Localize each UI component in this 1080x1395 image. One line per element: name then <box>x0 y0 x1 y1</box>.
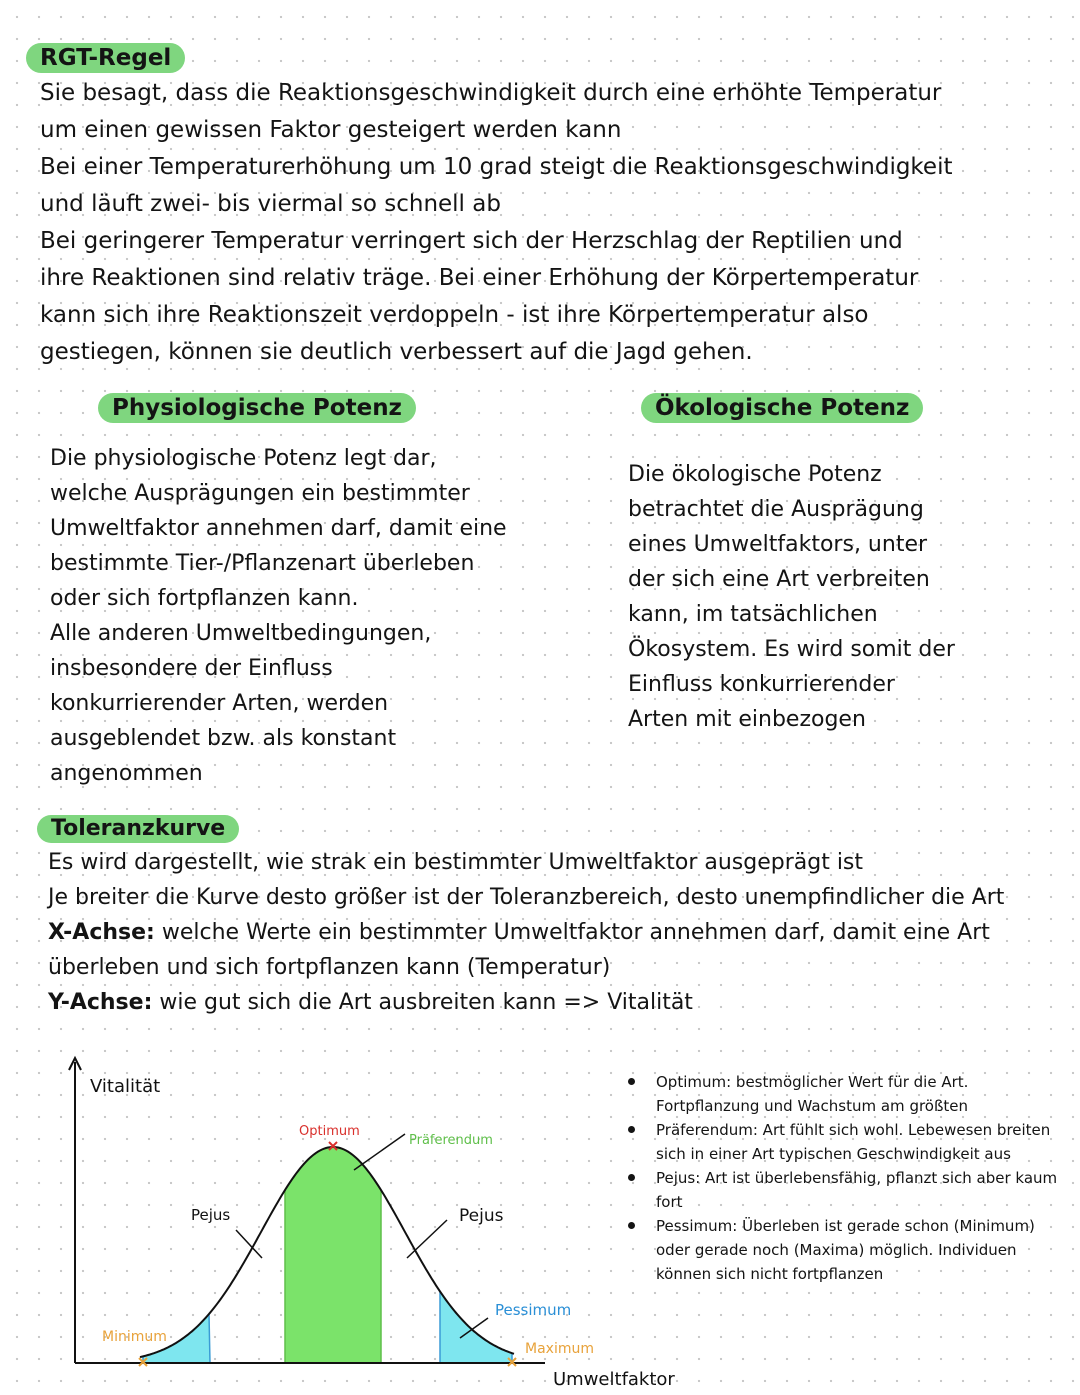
tolerance-line: überleben und sich fortpflanzen kann (Temperatur) <box>48 955 611 980</box>
physiological-line: angenommen <box>50 761 203 786</box>
physiological-line: bestimmte Tier-/Pflanzenart überleben <box>50 551 475 576</box>
praeferendum-pointer <box>354 1134 405 1170</box>
optimum-label: Optimum <box>299 1124 360 1139</box>
physiological-line: konkurrierender Arten, werden <box>50 691 389 716</box>
rgt-line: um einen gewissen Faktor gesteigert werden kann <box>40 117 622 143</box>
y-axis-key: Y-Achse: <box>48 990 153 1015</box>
physiological-line: insbesondere der Einfluss <box>50 656 333 681</box>
ecological-line: kann, im tatsächlichen <box>628 602 878 627</box>
rgt-line: und läuft zwei- bis viermal so schnell ab <box>40 191 501 217</box>
ecological-line: Ökosystem. Es wird somit der <box>628 637 955 662</box>
x-axis-key: X-Achse: <box>48 920 155 945</box>
heading-physiologische-potenz: Physiologische Potenz <box>98 393 416 423</box>
tolerance-y-axis-line <box>48 990 693 1015</box>
list-item: Pejus: Art ist überlebensfähig, pflanzt sich aber kaum fort <box>628 1166 1058 1214</box>
rgt-line: Bei geringerer Temperatur verringert sich der Herzschlag der Reptilien und <box>40 228 903 254</box>
definition-list <box>628 1070 1058 1286</box>
rgt-line: ihre Reaktionen sind relativ träge. Bei einer Erhöhung der Körpertemperatur <box>40 265 919 291</box>
ecological-line: Einfluss konkurrierender <box>628 672 895 697</box>
ecological-line: Die ökologische Potenz <box>628 462 882 487</box>
list-item: Präferendum: Art fühlt sich wohl. Lebewesen breiten sich in einer Art typischen Geschwindigkeit aus <box>628 1118 1058 1166</box>
rgt-line: Bei einer Temperaturerhöhung um 10 grad steigt die Reaktionsgeschwindigkeit <box>40 154 953 180</box>
rgt-line: Sie besagt, dass die Reaktionsgeschwindigkeit durch eine erhöhte Temperatur <box>40 80 942 106</box>
pessimum-label: Pessimum <box>495 1301 572 1319</box>
physiological-line: ausgeblendet bzw. als konstant <box>50 726 397 751</box>
tolerance-curve-diagram <box>0 1040 675 1390</box>
tolerance-line: Es wird dargestellt, wie strak ein bestimmter Umweltfaktor ausgeprägt ist <box>48 850 864 875</box>
x-axis-label: Umweltfaktor <box>553 1369 675 1390</box>
maximum-label: Maximum <box>525 1341 594 1357</box>
physiological-line: Die physiologische Potenz legt dar, <box>50 446 437 471</box>
pejus-right-pointer <box>407 1220 447 1258</box>
heading-rgt-regel: RGT-Regel <box>26 43 185 73</box>
praeferendum-area <box>285 1147 381 1363</box>
physiological-line: Umweltfaktor annehmen darf, damit eine <box>50 516 507 541</box>
rgt-line: gestiegen, können sie deutlich verbessert auf die Jagd gehen. <box>40 339 753 365</box>
physiological-line: Alle anderen Umweltbedingungen, <box>50 621 432 646</box>
ecological-line: betrachtet die Ausprägung <box>628 497 924 522</box>
list-item: Optimum: bestmöglicher Wert für die Art. Fortpflanzung und Wachstum am größten <box>628 1070 1058 1118</box>
tolerance-x-axis-line <box>48 920 990 945</box>
x-axis-text: welche Werte ein bestimmter Umweltfaktor annehmen darf, damit eine Art <box>154 920 990 945</box>
tolerance-line: Je breiter die Kurve desto größer ist der Toleranzbereich, desto unempfindlicher die Art <box>48 885 1005 910</box>
y-axis-text: wie gut sich die Art ausbreiten kann => Vitalität <box>152 990 693 1015</box>
praeferendum-label: Präferendum <box>409 1133 493 1148</box>
list-item: Pessimum: Überleben ist gerade schon (Minimum) oder gerade noch (Maxima) möglich. Individuen können sich nicht fortpflanzen <box>628 1214 1058 1286</box>
y-axis-label: Vitalität <box>90 1076 161 1097</box>
ecological-line: Arten mit einbezogen <box>628 707 866 732</box>
ecological-line: der sich eine Art verbreiten <box>628 567 930 592</box>
physiological-line: oder sich fortpflanzen kann. <box>50 586 359 611</box>
pejus-left-label: Pejus <box>191 1206 231 1224</box>
heading-oekologische-potenz: Ökologische Potenz <box>641 393 923 423</box>
minimum-label: Minimum <box>102 1329 167 1345</box>
ecological-line: eines Umweltfaktors, unter <box>628 532 928 557</box>
physiological-line: welche Ausprägungen ein bestimmter <box>50 481 470 506</box>
rgt-line: kann sich ihre Reaktionszeit verdoppeln - ist ihre Körpertemperatur also <box>40 302 869 328</box>
heading-toleranzkurve: Toleranzkurve <box>37 815 239 843</box>
pejus-right-label: Pejus <box>459 1206 504 1226</box>
